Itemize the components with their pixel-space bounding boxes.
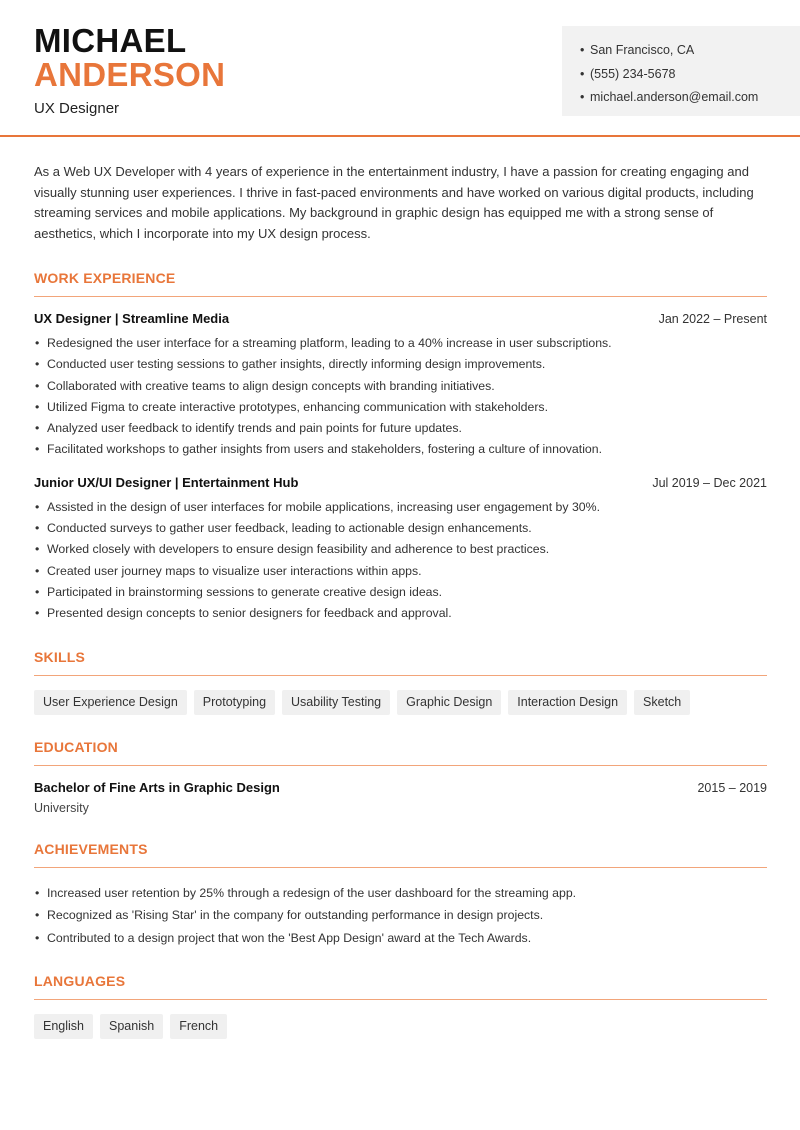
section-title-achievements: ACHIEVEMENTS — [34, 841, 767, 868]
skill-tag: Graphic Design — [397, 690, 501, 715]
section-title-education: EDUCATION — [34, 739, 767, 766]
contact-email[interactable]: • michael.anderson@email.com — [580, 86, 800, 110]
achievement-item: • Recognized as 'Rising Star' in the company for outstanding performance in design projects. — [34, 904, 767, 927]
summary: As a Web UX Developer with 4 years of experience in the entertainment industry, I have a passion for creating engaging and visually stunning user experiences. I thrive in fast-paced environments and have worked on various digital products, including streaming services and mobile applications. My background in graphic design has equipped me with a strong sense of aesthetics, which I incorporate into my UX design process. — [34, 164, 754, 241]
job-bullet: • Facilitated workshops to gather insights from users and stakeholders, fostering a culture of innovation. — [34, 439, 767, 460]
language-tag: French — [170, 1014, 227, 1039]
skill-tag: Interaction Design — [508, 690, 627, 715]
work-section — [34, 270, 767, 625]
education-dates: 2015 – 2019 — [697, 780, 767, 795]
job-bullet: • Redesigned the user interface for a streaming platform, leading to a 40% increase in user subscriptions. — [34, 333, 767, 354]
skill-tag: Sketch — [634, 690, 690, 715]
job-bullet: • Worked closely with developers to ensure design feasibility and adherence to best practices. — [34, 539, 767, 560]
skill-tag: User Experience Design — [34, 690, 187, 715]
language-tag: Spanish — [100, 1014, 163, 1039]
job-entry — [34, 475, 767, 625]
job-bullet: • Collaborated with creative teams to align design concepts with branding initiatives. — [34, 376, 767, 397]
contact-box — [562, 26, 800, 116]
job-bullet: • Created user journey maps to visualize user interactions within apps. — [34, 561, 767, 582]
skill-tag: Usability Testing — [282, 690, 390, 715]
job-bullet: • Participated in brainstorming sessions to generate creative design ideas. — [34, 582, 767, 603]
job-title: UX Designer — [34, 100, 120, 117]
job-bullet: • Conducted surveys to gather user feedback, leading to actionable design enhancements. — [34, 518, 767, 539]
job-title-company: Junior UX/UI Designer | Entertainment Hub — [34, 474, 299, 490]
job-bullet: • Utilized Figma to create interactive prototypes, enhancing communication with stakeholders. — [34, 397, 767, 418]
section-title-skills: SKILLS — [34, 649, 767, 676]
languages-section — [34, 973, 767, 1039]
name-block — [34, 24, 225, 117]
job-bullet: • Conducted user testing sessions to gather insights, directly informing design improvements. — [34, 354, 767, 375]
section-title-languages: LANGUAGES — [34, 973, 767, 1000]
section-title-work: WORK EXPERIENCE — [34, 270, 767, 297]
last-name: ANDERSON — [34, 56, 226, 93]
skills-section — [34, 649, 767, 715]
contact-phone: • (555) 234-5678 — [580, 63, 800, 87]
language-tags — [34, 1014, 767, 1039]
job-dates: Jul 2019 – Dec 2021 — [652, 475, 767, 490]
job-bullet: • Presented design concepts to senior designers for feedback and approval. — [34, 603, 767, 624]
job-dates: Jan 2022 – Present — [658, 312, 767, 326]
education-section — [34, 739, 767, 815]
language-tag: English — [34, 1014, 93, 1039]
job-entry — [34, 311, 767, 461]
skill-tag: Prototyping — [194, 690, 275, 715]
job-bullet: • Assisted in the design of user interfaces for mobile applications, increasing user engagement by 30%. — [34, 497, 767, 518]
job-title-company: UX Designer | Streamline Media — [34, 311, 230, 326]
skills-tags — [34, 690, 767, 715]
achievement-item: • Increased user retention by 25% through a redesign of the user dashboard for the streaming app. — [34, 882, 767, 905]
contact-location: • San Francisco, CA — [580, 39, 800, 63]
school: University — [34, 800, 89, 815]
achievements-section — [34, 841, 767, 950]
resume-header — [0, 0, 800, 137]
degree: Bachelor of Fine Arts in Graphic Design — [34, 779, 280, 795]
job-bullet: • Analyzed user feedback to identify trends and pain points for future updates. — [34, 418, 767, 439]
achievement-item: • Contributed to a design project that won the 'Best App Design' award at the Tech Awards. — [34, 927, 767, 950]
resume-content — [34, 162, 767, 1039]
first-name: MICHAEL — [34, 22, 187, 59]
